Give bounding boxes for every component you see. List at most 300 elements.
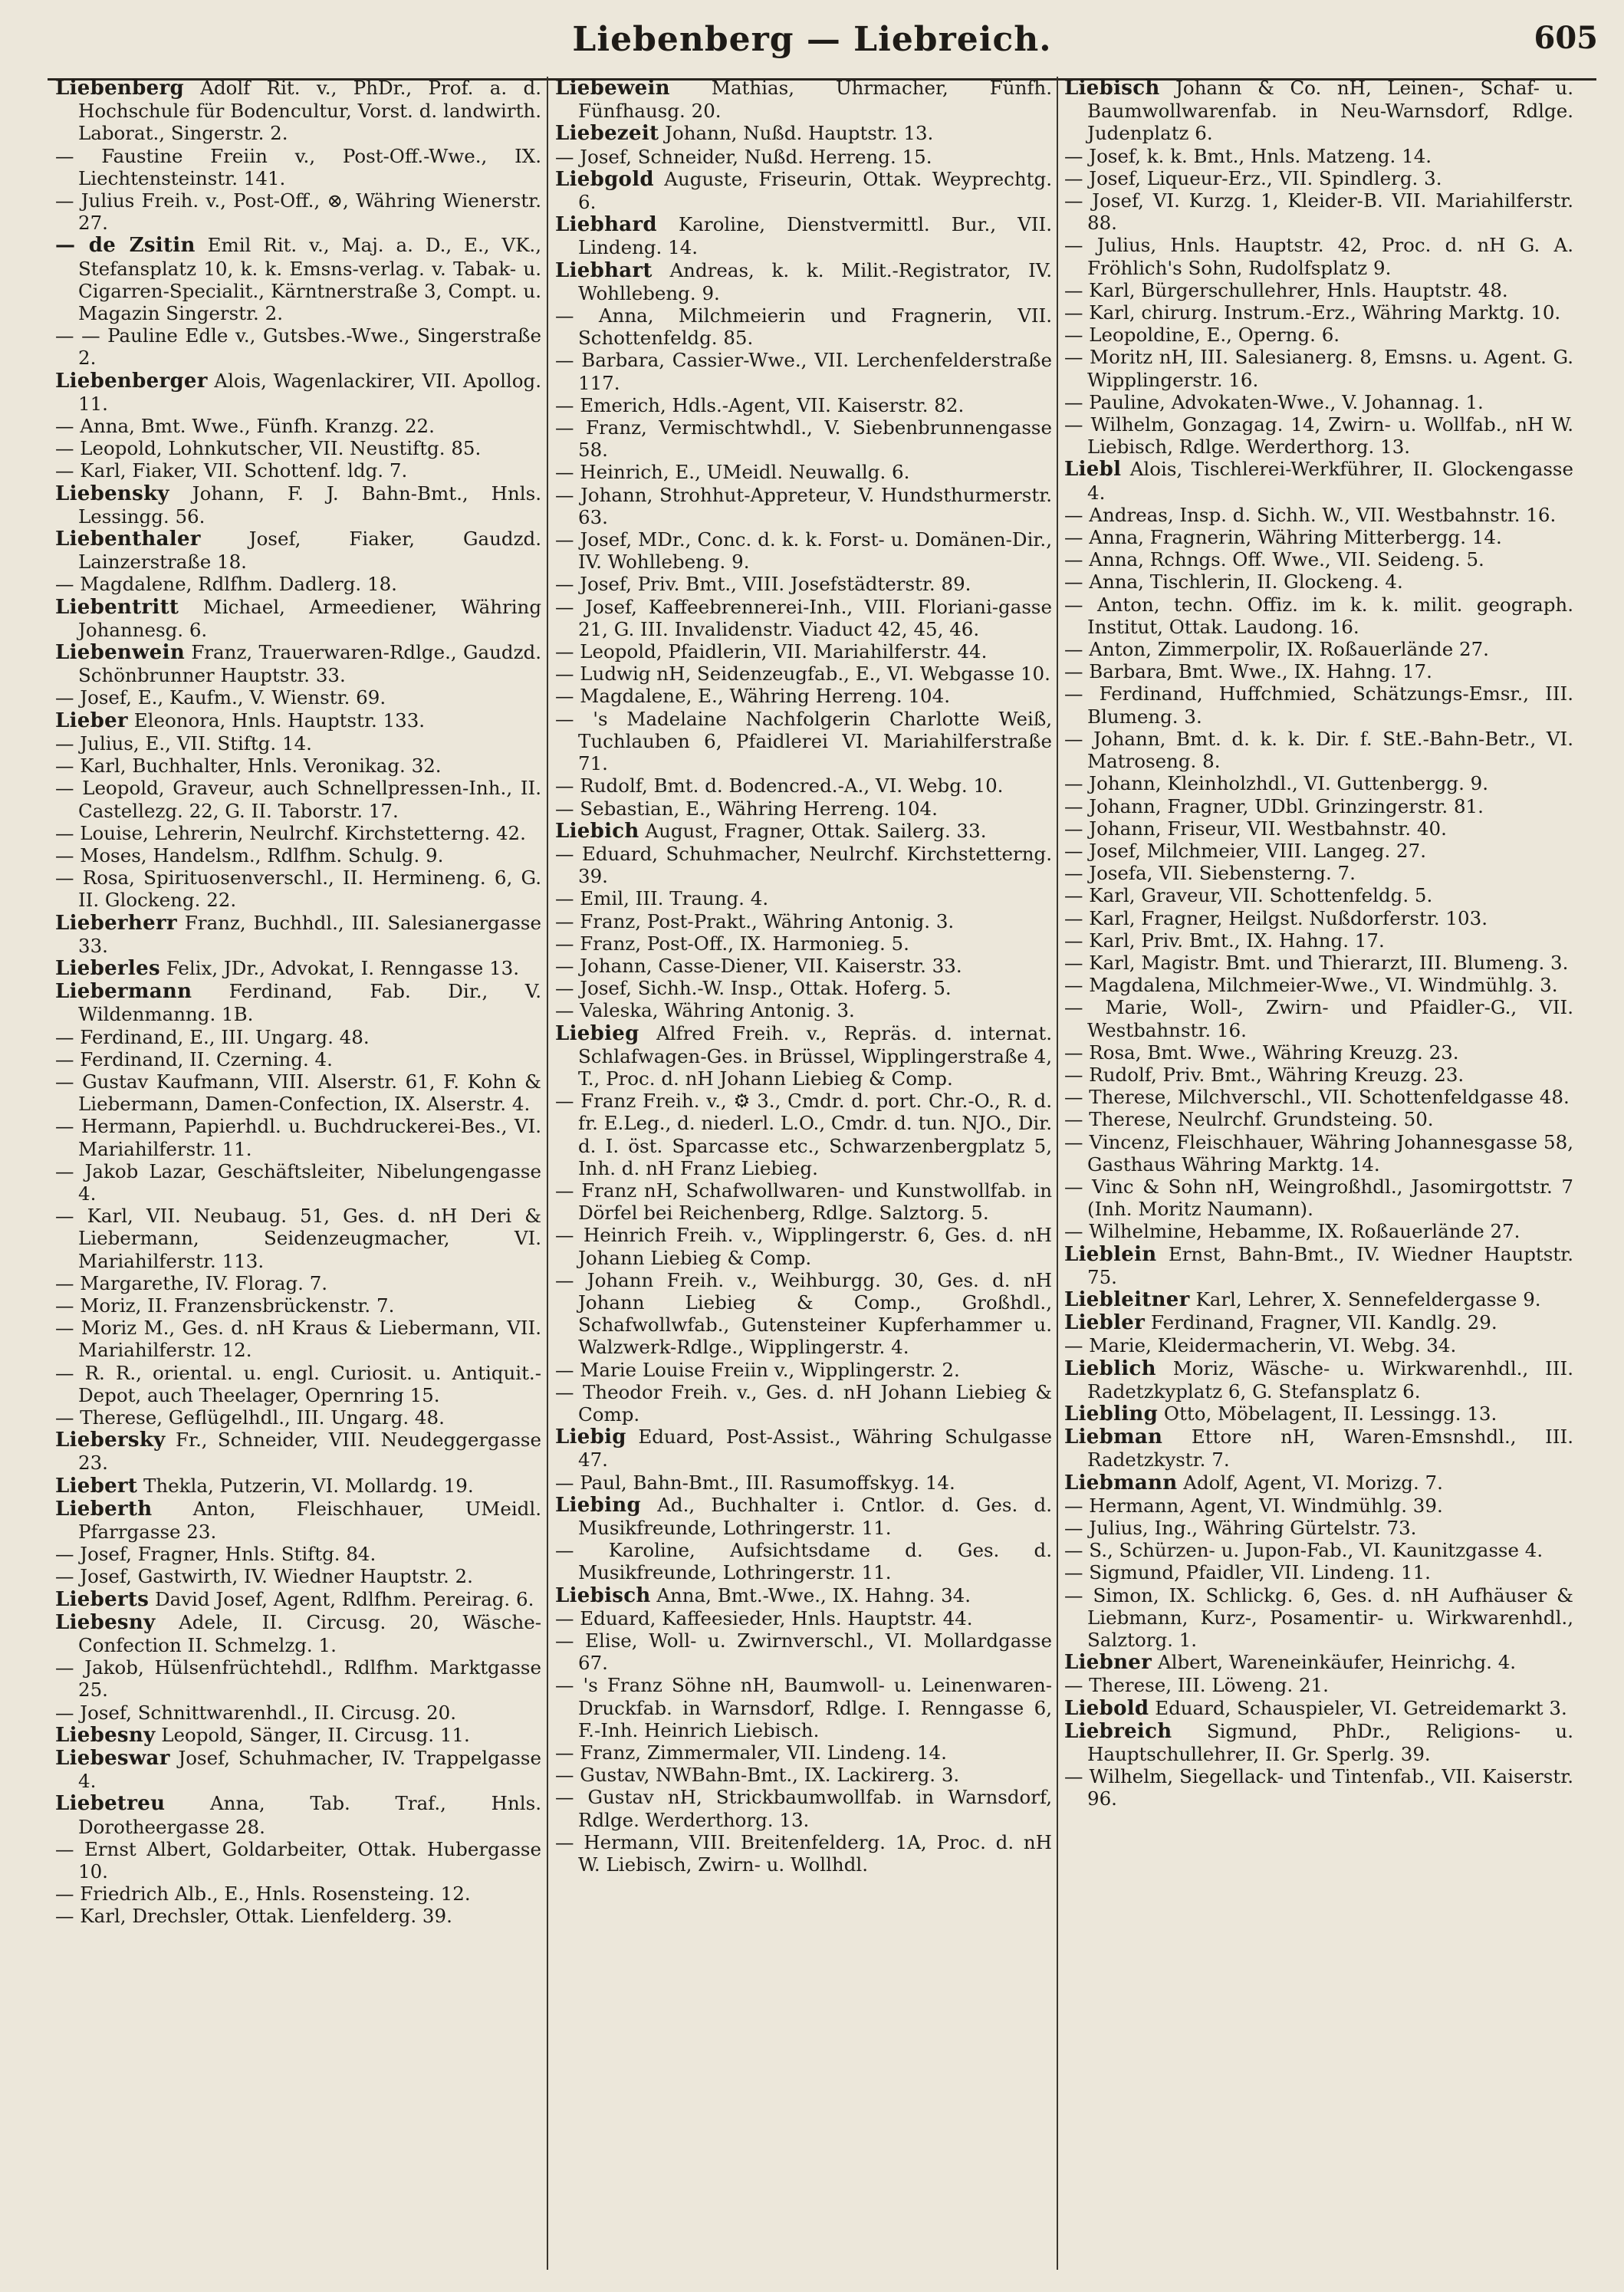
directory-sub-entry [1064,346,1573,390]
directory-entry [555,820,1052,843]
directory-entry [555,1022,1052,1090]
directory-sub-entry [1064,996,1573,1041]
entry-text: — Karl, Fragner, Heilgst. Nußdorferstr. 103. [1064,906,1488,929]
directory-sub-entry [55,1272,541,1294]
surname: Lieberts [55,1587,150,1611]
surname: Liebgold [555,167,654,191]
directory-sub-entry [555,1381,1052,1426]
entry-text: — Josef, Gastwirth, IV. Wiedner Hauptstr. 2. [55,1565,473,1588]
directory-entry [55,596,541,641]
entry-text: — Magdalene, E., Währing Herreng. 104. [555,685,951,708]
entry-text: Albert, Wareneinkäufer, Heinrichg. 4. [1157,1651,1517,1674]
directory-sub-entry [555,977,1052,999]
entry-text: — Ferdinand, II. Czerning. 4. [55,1047,333,1070]
entry-text: — — Pauline Edle v., Gutsbes.-Wwe., Singerstraße 2. [55,324,541,370]
entry-text: — Ferdinand, Huffchmied, Schätzungs-Emsr., III. Blumeng. 3. [1064,682,1573,728]
entry-text: — Sigmund, Pfaidler, VII. Lindeng. 11. [1064,1561,1431,1584]
entry-text: — Josef, Schnittwarenhdl., II. Circusg. 20. [55,1701,457,1724]
directory-entry [55,77,541,145]
entry-text: — Josef, Fragner, Hnls. Stiftg. 84. [55,1543,376,1566]
entry-text: — Leopoldine, E., Operng. 6. [1064,324,1340,347]
entry-text: — Josef, VI. Kurzg. 1, Kleider-B. VII. Mariahilferstr. 88. [1064,189,1573,235]
directory-sub-entry [1064,840,1573,862]
entry-text: — Anna, Rchngs. Off. Wwe., VII. Seideng. 5. [1064,548,1484,571]
entry-text: — Barbara, Bmt. Wwe., IX. Hahng. 17. [1064,660,1432,683]
entry-text: — Karl, Fiaker, VII. Schottenf. ldg. 7. [55,459,408,482]
directory-sub-entry [555,663,1052,685]
entry-text: — Moritz nH, III. Salesianerg. 8, Emsns. u. Agent. G. Wipplingerstr. 16. [1064,346,1573,391]
directory-sub-entry [55,1026,541,1048]
surname: Liebesny [55,1610,156,1634]
directory-sub-entry [1064,324,1573,346]
directory-sub-entry [55,189,541,234]
entry-text: — Leopold, Graveur, auch Schnellpressen-Inh., II. Castellezg. 22, G. II. Taborstr. 17. [55,777,541,822]
entry-text: — Theodor Freih. v., Ges. d. nH Johann Liebieg & Comp. [555,1380,1052,1426]
entry-text: — Marie, Kleidermacherin, VI. Webg. 34. [1064,1334,1457,1357]
entry-text: — Moriz, II. Franzensbrückenstr. 7. [55,1294,395,1317]
directory-entry [55,912,541,957]
surname: Liebensky [55,482,169,505]
entry-text: Eleonora, Hnls. Hauptstr. 133. [133,709,426,732]
directory-entry [1064,1243,1573,1288]
column-divider [1057,77,1058,2270]
entry-text: Johann, F. J. Bahn-Bmt., Hnls. Lessingg. 56. [78,482,541,528]
directory-sub-entry [55,1070,541,1115]
entry-text: — Josefa, VII. Siebensterng. 7. [1064,862,1356,885]
directory-sub-entry [55,573,541,595]
entry-text: Fr., Schneider, VIII. Neudeggergasse 23. [78,1429,541,1475]
directory-sub-entry [555,797,1052,820]
entry-text: — Jakob, Hülsenfrüchtehdl., Rdlfhm. Marktgasse 25. [55,1656,541,1702]
entry-text: — Sebastian, E., Währing Herreng. 104. [555,797,938,820]
entry-text: Alois, Wagenlackirer, VII. Apollog. 11. [78,369,541,415]
directory-sub-entry [555,416,1052,461]
entry-text: — Marie Louise Freiin v., Wipplingerstr. 2. [555,1358,960,1381]
directory-sub-entry [555,573,1052,595]
entry-text: — Rudolf, Bmt. d. Bodencred.-A., VI. Webg. 10. [555,774,1004,797]
directory-entry [55,1611,541,1656]
directory-sub-entry [555,910,1052,932]
directory-sub-entry [1064,974,1573,996]
entry-text: — Anna, Bmt. Wwe., Fünfh. Kranzg. 22. [55,415,435,438]
directory-sub-entry [1064,1517,1573,1539]
entry-text: — Therese, Milchverschl., VII. Schottenfeldgasse 48. [1064,1086,1570,1109]
directory-sub-entry [55,777,541,821]
entry-text: Ernst, Bahn-Bmt., IV. Wiedner Hauptstr. 75. [1087,1242,1573,1288]
directory-entry [1064,1357,1573,1402]
entry-text: — Josef, E., Kaufm., V. Wienstr. 69. [55,686,386,709]
entry-text: Anna, Bmt.-Wwe., IX. Hahng. 34. [656,1583,971,1606]
directory-entry [55,709,541,732]
entry-text: — Gustav Kaufmann, VIII. Alserstr. 61, F. Kohn & Liebermann, Damen-Confection, IX. Alserstr. 4. [55,1070,541,1116]
directory-entry [55,1588,541,1611]
surname: Lieblich [1064,1356,1156,1380]
entry-text: — Wilhelmine, Hebamme, IX. Roßauerlände 27. [1064,1220,1520,1243]
entry-text: — Emil, III. Traung. 4. [555,887,769,910]
directory-sub-entry [555,394,1052,416]
entry-text: — Eduard, Kaffeesieder, Hnls. Hauptstr. 44. [555,1606,973,1629]
directory-entry [1064,77,1573,145]
directory-sub-entry [1064,1131,1573,1176]
entry-text: — Margarethe, IV. Florag. 7. [55,1271,328,1294]
directory-sub-entry [1064,660,1573,682]
entry-text: — Hermann, Agent, VI. Windmühlg. 39. [1064,1494,1443,1517]
entry-text: — Josef, Milchmeier, VIII. Langeg. 27. [1064,839,1426,862]
directory-sub-entry [55,1205,541,1272]
entry-text: Eduard, Post-Assist., Währing Schulgasse 47. [578,1426,1052,1472]
directory-sub-entry [55,1317,541,1361]
directory-entry [555,259,1052,304]
directory-sub-entry [1064,929,1573,952]
entry-text: — Anton, techn. Offiz. im k. k. milit. geograph. Institut, Ottak. Laudong. 16. [1064,593,1573,638]
entry-text: — Rosa, Spirituosenverschl., II. Hermineng. 6, G. II. Glockeng. 22. [55,866,541,912]
directory-sub-entry [55,459,541,482]
directory-sub-entry [1064,1176,1573,1220]
entry-text: Sigmund, PhDr., Religions- u. Hauptschullehrer, II. Gr. Sperlg. 39. [1087,1719,1573,1766]
directory-entry [55,482,541,528]
directory-sub-entry [555,1741,1052,1764]
entry-text: — Andreas, Insp. d. Sichh. W., VII. Westbahnstr. 16. [1064,503,1557,526]
surname: Liebler [1064,1311,1146,1335]
directory-sub-entry [1064,167,1573,189]
entry-text: Michael, Armeediener, Währing Johannesg. 6. [78,595,541,641]
surname: Liebich [555,819,639,843]
entry-text: Emil Rit. v., Maj. a. D., E., VK., Stefansplatz 10, k. k. Emsns-verlag. v. Tabak- u. Cigarren-Specialit., Kärntnerstraße 3, Compt. u. Magazin Singerstr. 2. [78,234,541,325]
surname: Liebezeit [555,122,659,146]
directory-sub-entry [55,437,541,459]
directory-sub-entry [55,324,541,369]
directory-sub-entry [555,484,1052,528]
entry-text: Leopold, Sänger, II. Circusg. 11. [161,1723,470,1746]
entry-text: — Therese, Neulrchf. Grundsteing. 50. [1064,1108,1434,1131]
column-3 [1064,77,1573,2277]
directory-entry [555,1426,1052,1471]
directory-sub-entry [555,1472,1052,1494]
directory-sub-entry [1064,526,1573,548]
directory-entry [55,957,541,980]
directory-sub-entry [1064,1674,1573,1696]
directory-sub-entry [555,349,1052,393]
entry-text: — Therese, Geflügelhdl., III. Ungarg. 48. [55,1406,445,1429]
entry-text: Johann & Co. nH, Leinen-, Schaf- u. Baumwollwarenfab. in Neu-Warnsdorf, Rdlge. Judenplatz 6. [1087,77,1573,145]
entry-text: Moriz, Wäsche- u. Wirkwarenhdl., III. Radetzkyplatz 6, G. Stefansplatz 6. [1087,1356,1573,1402]
entry-text: — Franz, Vermischtwhdl., V. Siebenbrunnengasse 58. [555,416,1052,462]
entry-text: — Josef, k. k. Bmt., Hnls. Matzeng. 14. [1064,144,1432,167]
directory-entry [55,1747,541,1792]
directory-entry [1064,1288,1573,1311]
directory-entry [555,77,1052,122]
directory-entry [55,1792,541,1837]
entry-text: — Anna, Milchmeierin und Fragnerin, VII. Schottenfeldg. 85. [555,304,1052,350]
directory-sub-entry [555,146,1052,168]
directory-entry [55,641,541,686]
entry-text: — Barbara, Cassier-Wwe., VII. Lerchenfelderstraße 117. [555,349,1052,394]
surname: Liebleitner [1064,1287,1190,1311]
entry-text: Adolf, Agent, VI. Morizg. 7. [1183,1471,1443,1494]
directory-sub-entry [555,304,1052,349]
entry-text: — Ludwig nH, Seidenzeugfab., E., VI. Webgasse 10. [555,663,1050,686]
directory-entry [555,1494,1052,1539]
entry-text: — Vincenz, Fleischhauer, Währing Johannesgasse 58, Gasthaus Währing Marktg. 14. [1064,1130,1573,1176]
directory-entry [55,1429,541,1474]
page-header [0,14,1624,69]
directory-sub-entry [555,1179,1052,1224]
entry-text: — Heinrich Freih. v., Wipplingerstr. 6, Ges. d. nH Johann Liebieg & Comp. [555,1224,1052,1269]
entry-text: Alois, Tischlerei-Werkführer, II. Glockengasse 4. [1087,458,1573,504]
directory-sub-entry [55,1565,541,1587]
entry-text: — S., Schürzen- u. Jupon-Fab., VI. Kaunitzgasse 4. [1064,1539,1543,1562]
entry-text: Karoline, Dienstvermittl. Bur., VII. Lindeng. 14. [578,213,1052,259]
surname: Lieberth [55,1497,153,1521]
directory-entry [55,1724,541,1747]
entry-text: — Josef, Kaffeebrennerei-Inh., VIII. Floriani-gasse 21, G. III. Invalidenstr. Viaduct 42, 45, 46. [555,595,1052,640]
directory-entry [555,168,1052,213]
directory-entry [1064,1697,1573,1720]
entry-text: — Johann, Friseur, VII. Westbahnstr. 40. [1064,817,1447,840]
entry-text: Adele, II. Circusg. 20, Wäsche-Confection II. Schmelzg. 1. [78,1610,541,1657]
surname: Liebewein [555,77,670,100]
directory-sub-entry [555,708,1052,775]
entry-text: — Josef, Schneider, Nußd. Herreng. 15. [555,145,932,168]
directory-sub-entry [55,686,541,709]
surname: Lieber [55,709,128,732]
directory-sub-entry [55,1294,541,1317]
surname: Liebetreu [55,1792,166,1816]
entry-text: — Julius, Hnls. Hauptstr. 42, Proc. d. nH G. A. Fröhlich's Sohn, Rudolfsplatz 9. [1064,234,1573,279]
directory-sub-entry [55,1702,541,1724]
entry-text: — Rosa, Bmt. Wwe., Währing Kreuzg. 23. [1064,1041,1459,1064]
surname: Liebeswar [55,1747,170,1771]
directory-sub-entry [1064,772,1573,794]
directory-sub-entry [55,1543,541,1565]
surname: Lieblein [1064,1242,1157,1266]
surname: Liebenthaler [55,528,201,551]
entry-text: — Karl, Drechsler, Ottak. Lienfelderg. 39. [55,1905,452,1928]
directory-sub-entry [555,1224,1052,1268]
entry-text: — Rudolf, Priv. Bmt., Währing Kreuzg. 23. [1064,1063,1465,1086]
entry-text: — Johann, Fragner, UDbl. Grinzingerstr. 81. [1064,794,1484,817]
entry-text: — Friedrich Alb., E., Hnls. Rosensteing. 12. [55,1883,471,1906]
entry-text: — Eduard, Schuhmacher, Neulrchf. Kirchstetterng. 39. [555,842,1052,888]
directory-sub-entry [555,1090,1052,1179]
entry-text: — Wilhelm, Gonzagag. 14, Zwirn- u. Wollfab., nH W. Liebisch, Rdlge. Werderthorg. 13. [1064,413,1573,459]
entry-text: — Hermann, Papierhdl. u. Buchdruckerei-Bes., VI. Mariahilferstr. 11. [55,1115,541,1160]
directory-sub-entry [1064,571,1573,593]
surname: Liebert [55,1474,138,1498]
directory-sub-entry [55,1656,541,1701]
directory-sub-entry [1064,594,1573,638]
directory-sub-entry [1064,504,1573,526]
entry-text: Franz, Buchhdl., III. Salesianergasse 33. [78,911,541,957]
surname: Liebenberg [55,77,184,100]
entry-text: — Therese, III. Löweng. 21. [1064,1674,1329,1697]
directory-sub-entry [555,1764,1052,1786]
entry-text: — Julius, E., VII. Stiftg. 14. [55,732,312,755]
directory-sub-entry [1064,1765,1573,1810]
surname: Liebig [555,1426,626,1449]
entry-text: — Simon, IX. Schlickg. 6, Ges. d. nH Aufhäuser & Liebmann, Kurz-, Posamentir- u. Wirkwarenhdl., Salztorg. 1. [1064,1583,1573,1652]
entry-text: — Hermann, VIII. Breitenfelderg. 1A, Proc. d. nH W. Liebisch, Zwirn- u. Wollhdl. [555,1830,1052,1876]
directory-entry [1064,1311,1573,1334]
directory-entry [1064,1472,1573,1495]
entry-text: — Marie, Woll-, Zwirn- und Pfaidler-G., VII. Westbahnstr. 16. [1064,996,1573,1041]
entry-text: — 's Franz Söhne nH, Baumwoll- u. Leinenwaren-Druckfab. in Warnsdorf, Rdlge. I. Renngasse 6, F.-Inh. Heinrich Liebisch. [555,1674,1052,1741]
directory-sub-entry [555,1831,1052,1876]
entry-text: Johann, Nußd. Hauptstr. 13. [665,122,934,145]
entry-text: — Franz, Zimmermaler, VII. Lindeng. 14. [555,1741,947,1764]
entry-text: August, Fragner, Ottak. Sailerg. 33. [645,819,987,842]
directory-entry [55,1475,541,1498]
entry-text: — Franz, Post-Off., IX. Harmonieg. 5. [555,932,909,955]
surname: Liebl [1064,458,1122,482]
directory-sub-entry [1064,1108,1573,1130]
entry-text: — Faustine Freiin v., Post-Off.-Wwe., IX. Liechtensteinstr. 141. [55,144,541,189]
directory-entry [1064,458,1573,503]
directory-sub-entry [1064,862,1573,884]
surname: Liebermann [55,980,192,1004]
entry-text: Thekla, Putzerin, VI. Mollardg. 19. [143,1474,474,1497]
entry-text: — Moriz M., Ges. d. nH Kraus & Liebermann, VII. Mariahilferstr. 12. [55,1317,541,1362]
directory-sub-entry [555,685,1052,707]
directory-sub-entry [555,1269,1052,1359]
directory-sub-entry [1064,548,1573,571]
directory-sub-entry [55,1406,541,1429]
directory-entry [555,213,1052,258]
entry-text: — Pauline, Advokaten-Wwe., V. Johannag. 1. [1064,390,1484,413]
directory-entry [1064,1720,1573,1765]
entry-text: — Karoline, Aufsichtsdame d. Ges. d. Musikfreunde, Lothringerstr. 11. [555,1539,1052,1584]
surname: Liebold [1064,1696,1149,1720]
entry-text: Mathias, Uhrmacher, Fünfh. Fünfhausg. 20. [578,77,1052,123]
directory-sub-entry [555,1786,1052,1830]
directory-sub-entry [55,1362,541,1406]
entry-text: — Heinrich, E., UMeidl. Neuwallg. 6. [555,461,910,484]
surname: Liebenberger [55,369,208,393]
directory-sub-entry [555,955,1052,977]
surname: Liebersky [55,1429,166,1452]
directory-entry [55,528,541,573]
column-divider [547,77,548,2270]
surname: Liebentritt [55,595,179,619]
directory-sub-entry [55,1905,541,1927]
entry-text: — Karl, Bürgerschullehrer, Hnls. Hauptstr. 48. [1064,278,1508,301]
entry-text: Franz, Trauerwaren-Rdlge., Gaudzd. Schönbrunner Hauptstr. 33. [78,641,541,687]
entry-text: — Johann Freih. v., Weihburgg. 30, Ges. d. nH Johann Liebieg & Comp., Großhdl., Schafwollwfab., Gutensteiner Kupferhammer u. Walzwerk-Rdlge., Wipplingerstr. 4. [555,1268,1052,1359]
entry-text: — Emerich, Hdls.-Agent, VII. Kaiserstr. 82. [555,393,965,416]
directory-sub-entry [1064,391,1573,413]
directory-sub-entry [55,732,541,755]
directory-sub-entry [1064,1584,1573,1652]
directory-entry [55,980,541,1025]
directory-sub-entry [1064,1041,1573,1064]
directory-sub-entry [55,822,541,844]
directory-entry [55,1498,541,1543]
entry-text: — Leopold, Pfaidlerin, VII. Mariahilferstr. 44. [555,640,988,663]
directory-sub-entry [1064,817,1573,840]
directory-sub-entry [1064,145,1573,167]
directory-entry [555,122,1052,145]
entry-text: — Johann, Strohhut-Appreteur, V. Hundsthurmerstr. 63. [555,483,1052,528]
surname: Liebisch [555,1583,651,1607]
directory-sub-entry [1064,279,1573,301]
entry-text: Anton, Fleischhauer, UMeidl. Pfarrgasse 23. [78,1497,541,1543]
surname: Liebieg [555,1021,639,1045]
directory-sub-entry [1064,907,1573,929]
directory-sub-entry [1064,301,1573,324]
surname: Liebesny [55,1723,156,1747]
entry-text: Eduard, Schauspieler, VI. Getreidemarkt 3. [1155,1696,1567,1719]
directory-sub-entry [555,1359,1052,1381]
directory-sub-entry [1064,1064,1573,1086]
entry-text: — Karl, Graveur, VII. Schottenfeldg. 5. [1064,884,1433,907]
entry-text: — Anton, Zimmerpolir, IX. Roßauerlände 27. [1064,638,1489,661]
entry-text: Ferdinand, Fab. Dir., V. Wildenmanng. 1B. [78,980,541,1026]
entry-text: Josef, Fiaker, Gaudzd. Lainzerstraße 18. [78,528,541,574]
directory-sub-entry [55,844,541,866]
directory-entry [1064,1651,1573,1674]
entry-text: David Josef, Agent, Rdlfhm. Pereirag. 6. [154,1587,534,1610]
directory-sub-entry [555,1539,1052,1583]
entry-text: — R. R., oriental. u. engl. Curiosit. u. Antiquit.-Depot, auch Theelager, Opernring 15. [55,1361,541,1406]
surname: Liebhard [555,213,657,237]
directory-sub-entry [1064,413,1573,458]
directory-sub-entry [1064,638,1573,660]
directory-sub-entry [555,843,1052,887]
directory-sub-entry [55,1048,541,1070]
entry-text: — Johann, Bmt. d. k. k. Dir. f. StE.-Bahn-Betr., VI. Matroseng. 8. [1064,727,1573,773]
entry-text: — Karl, chirurg. Instrum.-Erz., Währing Marktg. 10. [1064,301,1561,324]
surname: — de Zsitin [55,234,196,258]
entry-text: — Ernst Albert, Goldarbeiter, Ottak. Hubergasse 10. [55,1837,541,1883]
directory-sub-entry [55,1838,541,1883]
directory-entry [55,234,541,324]
directory-sub-entry [555,887,1052,909]
entry-text: — Karl, Priv. Bmt., IX. Hahng. 17. [1064,929,1385,952]
entry-text: — Karl, Buchhalter, Hnls. Veronikag. 32. [55,755,442,778]
directory-sub-entry [1064,1495,1573,1517]
directory-sub-entry [1064,1561,1573,1583]
entry-text: — Anna, Fragnerin, Währing Mitterbergg. 14. [1064,526,1502,549]
column-1 [55,77,541,2277]
entry-text: — Ferdinand, E., III. Ungarg. 48. [55,1025,370,1048]
directory-sub-entry [1064,1539,1573,1561]
directory-sub-entry [1064,1220,1573,1242]
entry-text: Alfred Freih. v., Repräs. d. internat. Schlafwagen-Ges. in Brüssel, Wipplingerstraße 4, T., Proc. d. nH Johann Liebieg & Comp. [578,1021,1052,1090]
running-head: Liebenberg — Liebreich. [572,20,1052,59]
entry-text: — Franz, Post-Prakt., Währing Antonig. 3. [555,909,955,932]
page-number: 605 [1534,20,1598,56]
entry-text: Adolf Rit. v., PhDr., Prof. a. d. Hochschule für Bodencultur, Vorst. d. landwirth. Laborat., Singerstr. 2. [78,77,541,145]
entry-text: — Anna, Tischlerin, II. Glockeng. 4. [1064,571,1403,594]
entry-text: Ferdinand, Fragner, VII. Kandlg. 29. [1150,1311,1497,1334]
entry-text: — Franz Freih. v., ⚙ 3., Cmdr. d. port. Chr.-O., R. d. fr. E.Leg., d. niederl. L.O., Cmdr. d. tun. NJO., Dir. d. I. öst. Sparcasse etc., Schwarzenbergplatz 5, Inh. d. nH Franz Liebieg. [555,1090,1052,1179]
entry-text: Josef, Schuhmacher, IV. Trappelgasse 4. [78,1747,541,1793]
directory-sub-entry [555,774,1052,797]
entry-text: Otto, Möbelagent, II. Lessingg. 13. [1163,1402,1497,1425]
directory-sub-entry [555,461,1052,483]
entry-text: — Valeska, Währing Antonig. 3. [555,999,855,1022]
directory-sub-entry [55,1115,541,1159]
entry-text: — Karl, VII. Neubaug. 51, Ges. d. nH Deri & Liebermann, Seidenzeugmacher, VI. Mariahilferstr. 113. [55,1205,541,1272]
entry-text: — Moses, Handelsm., Rdlfhm. Schulg. 9. [55,843,444,866]
entry-text: — Josef, Liqueur-Erz., VII. Spindlerg. 3. [1064,166,1442,189]
entry-text: — Johann, Kleinholzhdl., VI. Guttenbergg. 9. [1064,772,1489,795]
surname: Liebing [555,1493,641,1517]
surname: Lieberherr [55,911,177,935]
entry-text: — Louise, Lehrerin, Neulrchf. Kirchstetterng. 42. [55,821,526,844]
entry-text: Auguste, Friseurin, Ottak. Weyprechtg. 6. [578,167,1052,214]
entry-text: Anna, Tab. Traf., Hnls. Dorotheergasse 28. [78,1792,541,1838]
